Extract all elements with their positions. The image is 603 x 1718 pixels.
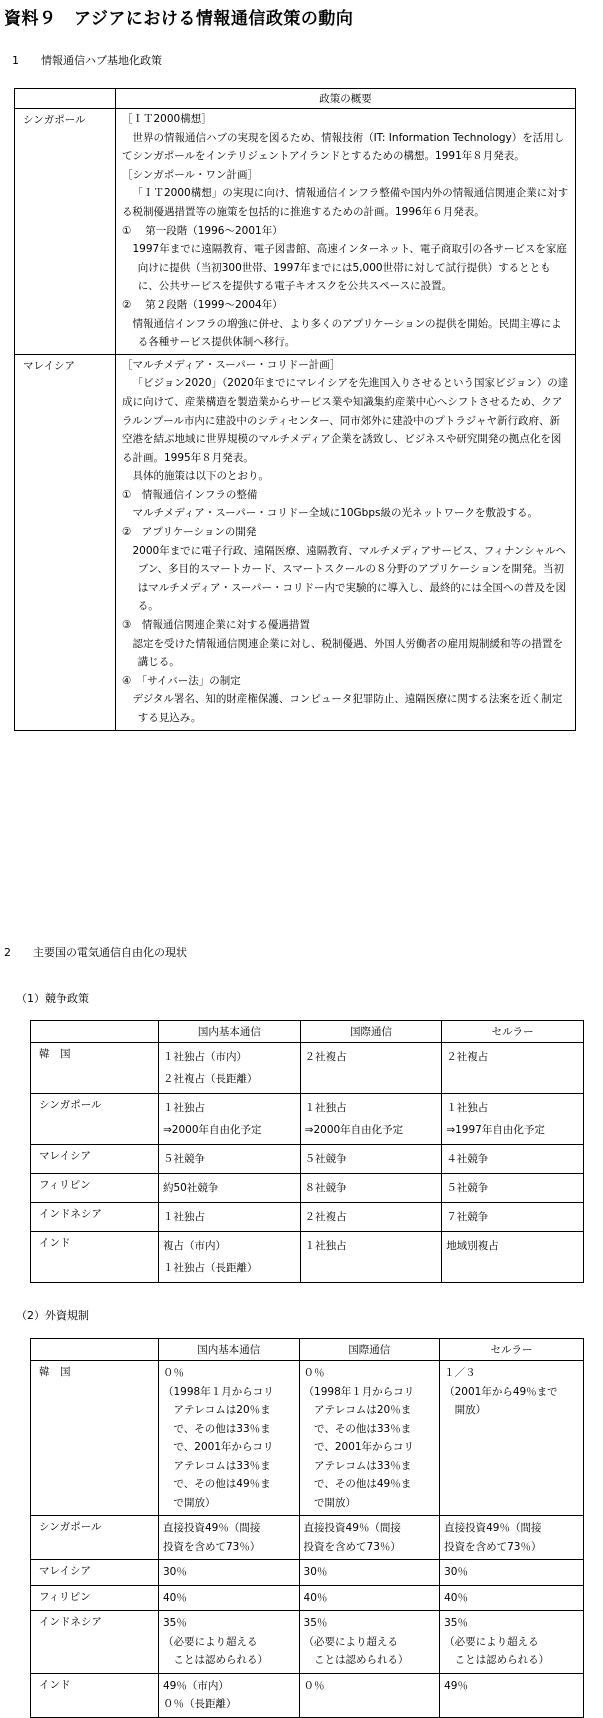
table-cell: [159, 1043, 301, 1094]
country-name: シンガポール: [31, 1516, 159, 1560]
cell-line: ５社競争: [304, 1153, 347, 1165]
country-name: マレイシア: [31, 1145, 159, 1174]
column-header: [31, 1339, 159, 1361]
cell-line: ⇒2000年自由化予定: [304, 1124, 404, 1136]
competition-policy-table: [30, 1020, 584, 1283]
country-name: 韓 国: [31, 1361, 159, 1516]
table-header-row: [31, 1339, 584, 1361]
table-cell: [442, 1145, 584, 1174]
cell-line: ０％（長距離）: [163, 1698, 237, 1710]
table-cell: [159, 1585, 300, 1611]
policy-line: ③ 情報通信関連企業に対する優遇措置: [122, 619, 310, 632]
country-name: フィリピン: [31, 1174, 159, 1203]
table-header-row: [15, 89, 576, 109]
table-cell: [300, 1043, 442, 1094]
cell-line: 地域別複占: [446, 1240, 499, 1252]
cell-line: ２社複占: [304, 1211, 347, 1223]
policy-row: [15, 354, 576, 730]
cell-line: ８社競争: [304, 1182, 347, 1194]
cell-line: 直接投資49％（間接: [163, 1522, 261, 1534]
table-cell: [299, 1673, 440, 1717]
cell-line: で、その他は49％ま: [173, 1478, 271, 1490]
country-name: マレイシア: [15, 354, 116, 730]
cell-line: ０％: [303, 1679, 325, 1692]
table-cell: [440, 1361, 584, 1516]
cell-line: 投資を含めて73％）: [163, 1540, 261, 1553]
policy-description: [116, 109, 576, 355]
document-title: 資料９ アジアにおける情報通信政策の動向: [4, 9, 354, 29]
table-row: [31, 1232, 584, 1283]
cell-line: アテレコムは20％ま: [314, 1404, 412, 1416]
cell-line: １社独占: [163, 1211, 205, 1223]
table-cell: [440, 1560, 584, 1586]
cell-line: で、その他は33％ま: [314, 1422, 412, 1435]
cell-line: 投資を含めて73％）: [303, 1540, 401, 1553]
table-row: [31, 1516, 584, 1560]
cell-line: 40％: [163, 1591, 187, 1604]
cell-line: 35％: [303, 1617, 328, 1629]
cell-line: ことは認められる）: [454, 1654, 550, 1666]
cell-line: ５社競争: [163, 1153, 205, 1165]
table-cell: [159, 1673, 300, 1717]
cell-line: ５社競争: [446, 1182, 489, 1194]
cell-line: 35％: [163, 1617, 187, 1629]
table-row: [31, 1203, 584, 1232]
cell-line: ⇒1997年自由化予定: [446, 1124, 545, 1136]
policy-line: デジタル署名、知的財産権保護、コンピュータ犯罪防止、遠隔医療に関する法案を近く制定する見込み。: [132, 693, 563, 724]
cell-line: 約50社競争: [163, 1182, 219, 1194]
policy-line: 2000年までに電子行政、遠隔医療、遠隔教育、マルチメディアサービス、フィナンシャルヘブン、多目的スマートカード、スマートスクールの８分野のアプリケーションを開発。当初はマルチメディア・スーパー・コリドー内で実験的に導入し、最終的には全国への普及を図る。: [132, 544, 566, 613]
cell-line: 49％: [444, 1679, 468, 1692]
table-cell: [442, 1232, 584, 1283]
table-cell: [159, 1560, 300, 1586]
column-header: 国内基本通信: [159, 1339, 300, 1361]
cell-line: （2001年から49％まで: [444, 1385, 558, 1398]
cell-line: ０％: [163, 1367, 184, 1379]
cell-line: で、その他は33％ま: [173, 1422, 271, 1435]
policy-line: 「ビジョン2020」（2020年までにマレイシアを先進国入りさせるという国家ビジョン）の達成に向けて、産業構造を製造業からサービス業や知識集約産業中心へシフトさせるため、クアラルンプール市内に建設中のシティセンター、同市郊外に建設中のプトラジャヤ新行政府、新空港を結ぶ地域に世界規模のマルチメディア企業を誘致し、ビジネスや研究開発の拠点化を図る計画。1995年８月発表。: [122, 377, 569, 464]
cell-line: で、その他は49％ま: [314, 1478, 412, 1490]
table-cell: [442, 1203, 584, 1232]
cell-line: 投資を含めて73％）: [444, 1540, 542, 1553]
country-name: シンガポール: [31, 1094, 159, 1145]
table-cell: [159, 1232, 301, 1283]
policy-line: 情報通信インフラの増強に併せ、より多くのアプリケーションの提供を開始。民間主導による各種サービス提供体制へ移行。: [132, 317, 562, 349]
policy-line: ② 第２段階（1999～2004年）: [122, 298, 283, 311]
country-name: シンガポール: [15, 109, 116, 355]
table-row: [31, 1145, 584, 1174]
policy-line: 具体的施策は以下のとおり。: [132, 470, 269, 483]
cell-line: １社独占（長距離）: [163, 1262, 258, 1274]
country-name: インド: [31, 1232, 159, 1283]
cell-line: で開放）: [173, 1496, 216, 1509]
policy-line: ［ＩＴ2000構想］: [122, 113, 212, 125]
table-row: [31, 1043, 584, 1094]
cell-line: アテレコムは20％ま: [173, 1404, 271, 1416]
column-header: 国際通信: [299, 1339, 440, 1361]
cell-line: （必要により超える: [163, 1635, 258, 1648]
policy-line: 世界の情報通信ハブの実現を図るため、情報技術（IT: Information Technology）を活用してシンガポールをインテリジェントアイランドとするための構想。1991年８月発表。: [122, 131, 565, 163]
policy-line: 1997年までに遠隔教育、電子図書館、高速インターネット、電子商取引の各サービスを家庭向けに提供（当初300世帯、1997年までには5,000世帯に対して試行提供）するとともに、公共サービスを提供する電子キオスクを公共スペースに設置。: [132, 243, 567, 293]
cell-line: ２社複占: [446, 1051, 489, 1063]
cell-line: 直接投資49％（間接: [303, 1522, 401, 1534]
cell-line: 複占（市内）: [163, 1240, 226, 1252]
cell-line: 40％: [444, 1591, 468, 1604]
country-name: インド: [31, 1673, 159, 1717]
country-name: 韓 国: [31, 1043, 159, 1094]
policy-line: ① 情報通信インフラの整備: [122, 488, 258, 501]
policy-line: ［シンガポール・ワン計画］: [122, 168, 259, 181]
cell-line: 30％: [303, 1566, 328, 1578]
policy-line: 「ＩＴ2000構想」の実現に向け、情報通信インフラ整備や国内外の情報通信関連企業に対する税制優遇措置等の施策を包括的に推進するための計画。1996年６月発表。: [122, 187, 569, 218]
table-cell: [159, 1174, 301, 1203]
table-cell: [299, 1361, 440, 1516]
cell-line: （必要により超える: [303, 1635, 399, 1648]
cell-line: 直接投資49％（間接: [444, 1522, 542, 1534]
country-name: インドネシア: [31, 1203, 159, 1232]
cell-line: ことは認められる）: [173, 1654, 268, 1666]
table-cell: [442, 1174, 584, 1203]
foreign-capital-table: [30, 1338, 584, 1718]
table-row: [31, 1094, 584, 1145]
cell-line: ことは認められる）: [314, 1654, 409, 1666]
column-header: セルラー: [440, 1339, 584, 1361]
policy-line: マルチメディア・スーパー・コリドー全域に10Gbps級の光ネットワークを敷設する。: [132, 507, 538, 520]
table-row: [31, 1611, 584, 1674]
table-cell: [300, 1174, 442, 1203]
cell-line: ⇒2000年自由化予定: [163, 1124, 262, 1136]
header-blank: [15, 89, 116, 109]
cell-line: （1998年１月からコリ: [163, 1385, 274, 1398]
table-cell: [159, 1611, 300, 1674]
table-cell: [442, 1094, 584, 1145]
cell-line: で、2001年からコリ: [173, 1441, 274, 1453]
section-2-heading: 2 主要国の電気通信自由化の現状: [4, 946, 187, 959]
hub-policy-table: [14, 88, 576, 731]
cell-line: 開放）: [454, 1404, 487, 1416]
cell-line: 30％: [444, 1566, 468, 1578]
table-cell: [299, 1516, 440, 1560]
table-cell: [159, 1516, 300, 1560]
cell-line: 49％（市内）: [163, 1679, 229, 1692]
cell-line: ２社複占: [304, 1051, 347, 1063]
cell-line: アテレコムは33％ま: [314, 1459, 412, 1472]
cell-line: １社独占: [304, 1240, 347, 1252]
cell-line: １社独占: [446, 1102, 489, 1114]
policy-line: ② アプリケーションの開発: [122, 526, 257, 539]
table-cell: [442, 1043, 584, 1094]
country-name: フィリピン: [31, 1585, 159, 1611]
policy-description: [116, 354, 576, 730]
column-header: [31, 1021, 159, 1043]
table-cell: [440, 1673, 584, 1717]
table-cell: [299, 1611, 440, 1674]
foreign-capital-heading: （2）外資規制: [16, 1309, 89, 1322]
cell-line: ２社複占（長距離）: [163, 1073, 258, 1085]
table-cell: [300, 1094, 442, 1145]
policy-line: 認定を受けた情報通信関連企業に対し、税制優遇、外国人労働者の雇用規制緩和等の措置を講じる。: [132, 637, 563, 669]
table-cell: [440, 1585, 584, 1611]
cell-line: （必要により超える: [444, 1635, 539, 1648]
column-header: 国際通信: [300, 1021, 442, 1043]
header-policy-overview: 政策の概要: [116, 89, 576, 109]
table-cell: [159, 1203, 301, 1232]
table-cell: [440, 1611, 584, 1674]
country-name: インドネシア: [31, 1611, 159, 1674]
policy-row: [15, 109, 576, 355]
section-1-heading: 1 情報通信ハブ基地化政策: [12, 54, 162, 67]
table-cell: [299, 1585, 440, 1611]
column-header: セルラー: [442, 1021, 584, 1043]
policy-line: ［マルチメディア・スーパー・コリドー計画］: [122, 358, 341, 371]
table-cell: [300, 1232, 442, 1283]
table-cell: [299, 1560, 440, 1586]
competition-policy-heading: （1）競争政策: [16, 992, 89, 1005]
cell-line: （1998年１月からコリ: [303, 1385, 415, 1398]
cell-line: １／３: [444, 1367, 476, 1379]
cell-line: １社独占（市内）: [163, 1051, 247, 1063]
cell-line: 35％: [444, 1617, 468, 1629]
table-cell: [159, 1361, 300, 1516]
cell-line: ４社競争: [446, 1153, 489, 1165]
cell-line: アテレコムは33％ま: [173, 1459, 271, 1472]
column-header: 国内基本通信: [159, 1021, 301, 1043]
table-row: [31, 1673, 584, 1717]
table-header-row: [31, 1021, 584, 1043]
cell-line: で開放）: [314, 1496, 357, 1509]
cell-line: ０％: [303, 1367, 325, 1379]
table-row: [31, 1585, 584, 1611]
table-cell: [159, 1094, 301, 1145]
cell-line: 40％: [303, 1591, 328, 1604]
table-cell: [440, 1516, 584, 1560]
cell-line: 30％: [163, 1566, 187, 1578]
cell-line: １社独占: [163, 1102, 205, 1114]
policy-line: ④ 「サイバー法」の制定: [122, 674, 241, 687]
country-name: マレイシア: [31, 1560, 159, 1586]
cell-line: １社独占: [304, 1102, 347, 1114]
table-row: [31, 1174, 584, 1203]
table-cell: [300, 1203, 442, 1232]
table-cell: [159, 1145, 301, 1174]
table-row: [31, 1560, 584, 1586]
policy-line: ① 第一段階（1996～2001年）: [122, 224, 283, 237]
table-row: [31, 1361, 584, 1516]
cell-line: で、2001年からコリ: [314, 1441, 415, 1453]
cell-line: ７社競争: [446, 1211, 489, 1223]
table-cell: [300, 1145, 442, 1174]
